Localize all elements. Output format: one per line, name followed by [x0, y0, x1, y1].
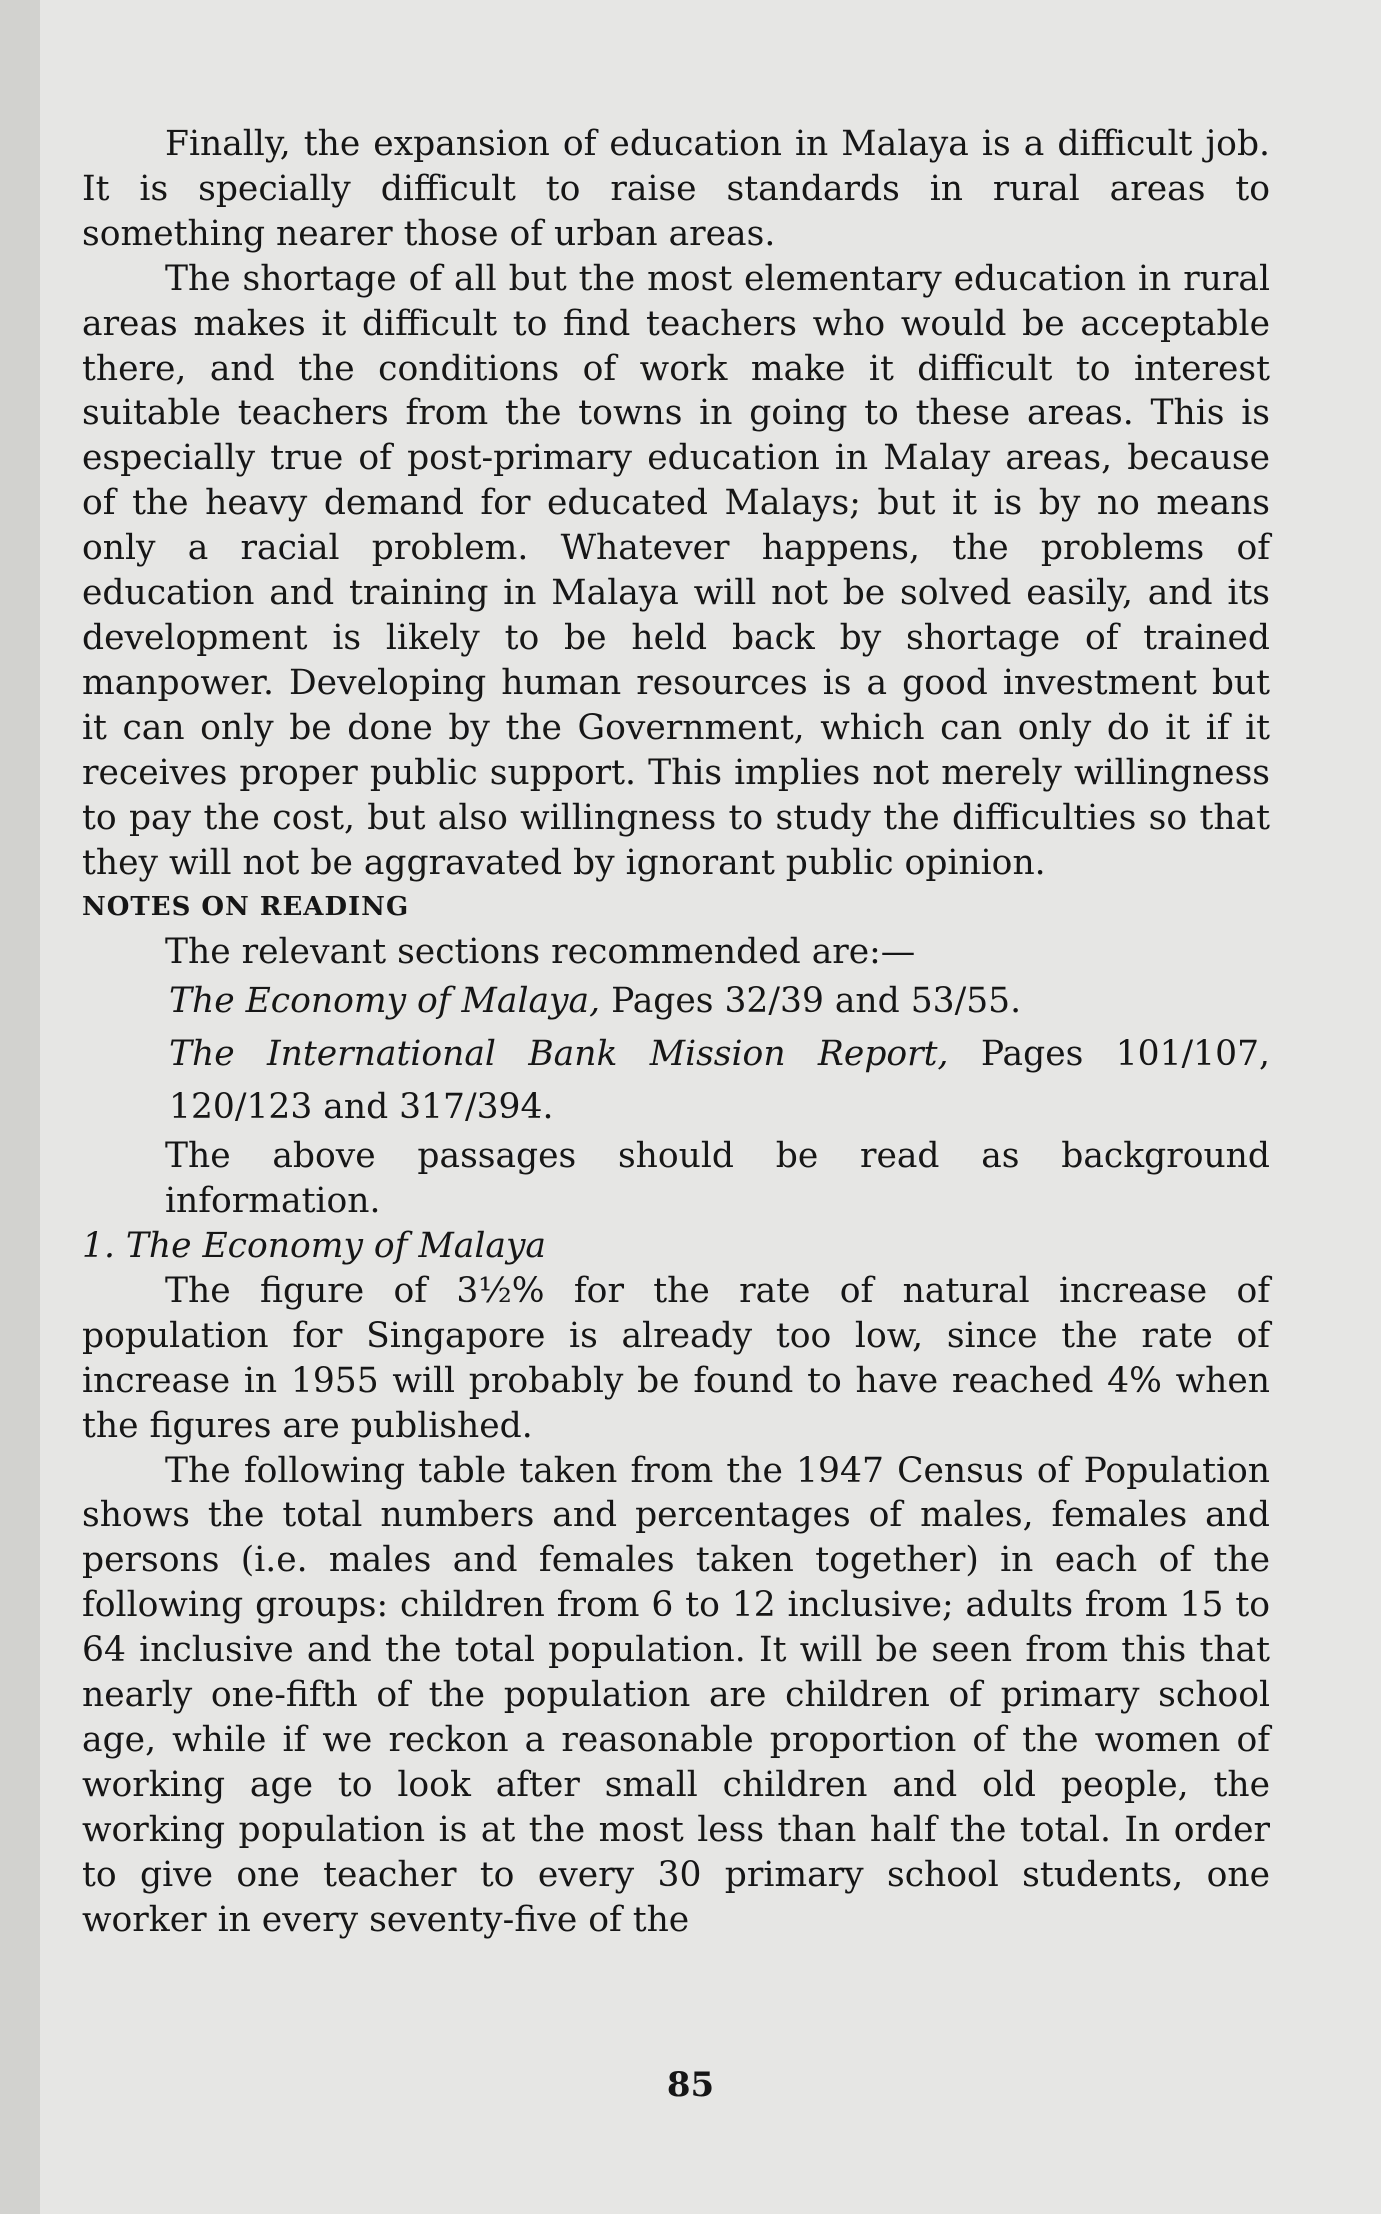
notes-heading: NOTES ON READING: [82, 892, 410, 923]
page-body: [82, 122, 1270, 1943]
notes-background: The above passages should be read as background information.: [165, 1136, 1270, 1222]
section-heading: 1. The Economy of Malaya: [82, 1226, 546, 1267]
page-number: 85: [666, 2065, 715, 2105]
paragraph-natural-increase: The figure of 3½% for the rate of natural increase of population for Singapore is already too low, since the rate of increase in 1955 will probably be found to have reached 4% when the figures are published.: [82, 1270, 1270, 1446]
paragraph-finally: Finally, the expansion of education in Malaya is a difficult job. It is specially difficult to raise standards in rural areas to something nearer those of urban areas.: [82, 124, 1270, 254]
source-bank-mission-report: [82, 1028, 1270, 1134]
paragraph-shortage: The shortage of all but the most elementary education in rural areas makes it difficult to find teachers who would be acceptable there, and the conditions of work make it difficult to interest suitable teachers from the towns in going to these areas. This is especially true of post-primary education in Malay areas, because of the heavy demand for educated Malays; but it is by no means only a racial problem. Whatever happens, the problems of education and training in Malaya will not be solved easily, and its development is likely to be held back by shortage of trained manpower. Developing human resources is a good investment but it can only be done by the Government, which can only do it if it receives proper public support. This implies not merely willingness to pay the cost, but also willingness to study the difficulties so that they will not be aggravated by ignorant public opinion.: [82, 258, 1270, 883]
paragraph-census-table: The following table taken from the 1947 Census of Population shows the total numbers and percentages of males, females and persons (i.e. males and females taken together) in each of the following groups: children from 6 to 12 inclusive; adults from 15 to 64 inclusive and the total population. It will be seen from this that nearly one-fifth of the population are children of primary school age, while if we reckon a reasonable proportion of the women of working age to look after small children and old people, the working population is at the most less than half the total. In order to give one teacher to every 30 primary school students, one worker in every seventy-five of the: [82, 1450, 1270, 1940]
page-gutter: [0, 0, 40, 2214]
source-title: The Economy of Malaya,: [169, 981, 601, 1022]
source-pages: Pages 32/39 and 53/55.: [611, 981, 1022, 1022]
source-title: The International Bank Mission Report,: [169, 1034, 949, 1075]
source-economy-of-malaya: [82, 975, 1270, 1028]
source-pages: Pages 101/107, 120/123 and 317/394.: [169, 1034, 1271, 1128]
notes-intro: The relevant sections recommended are:—: [165, 932, 916, 973]
